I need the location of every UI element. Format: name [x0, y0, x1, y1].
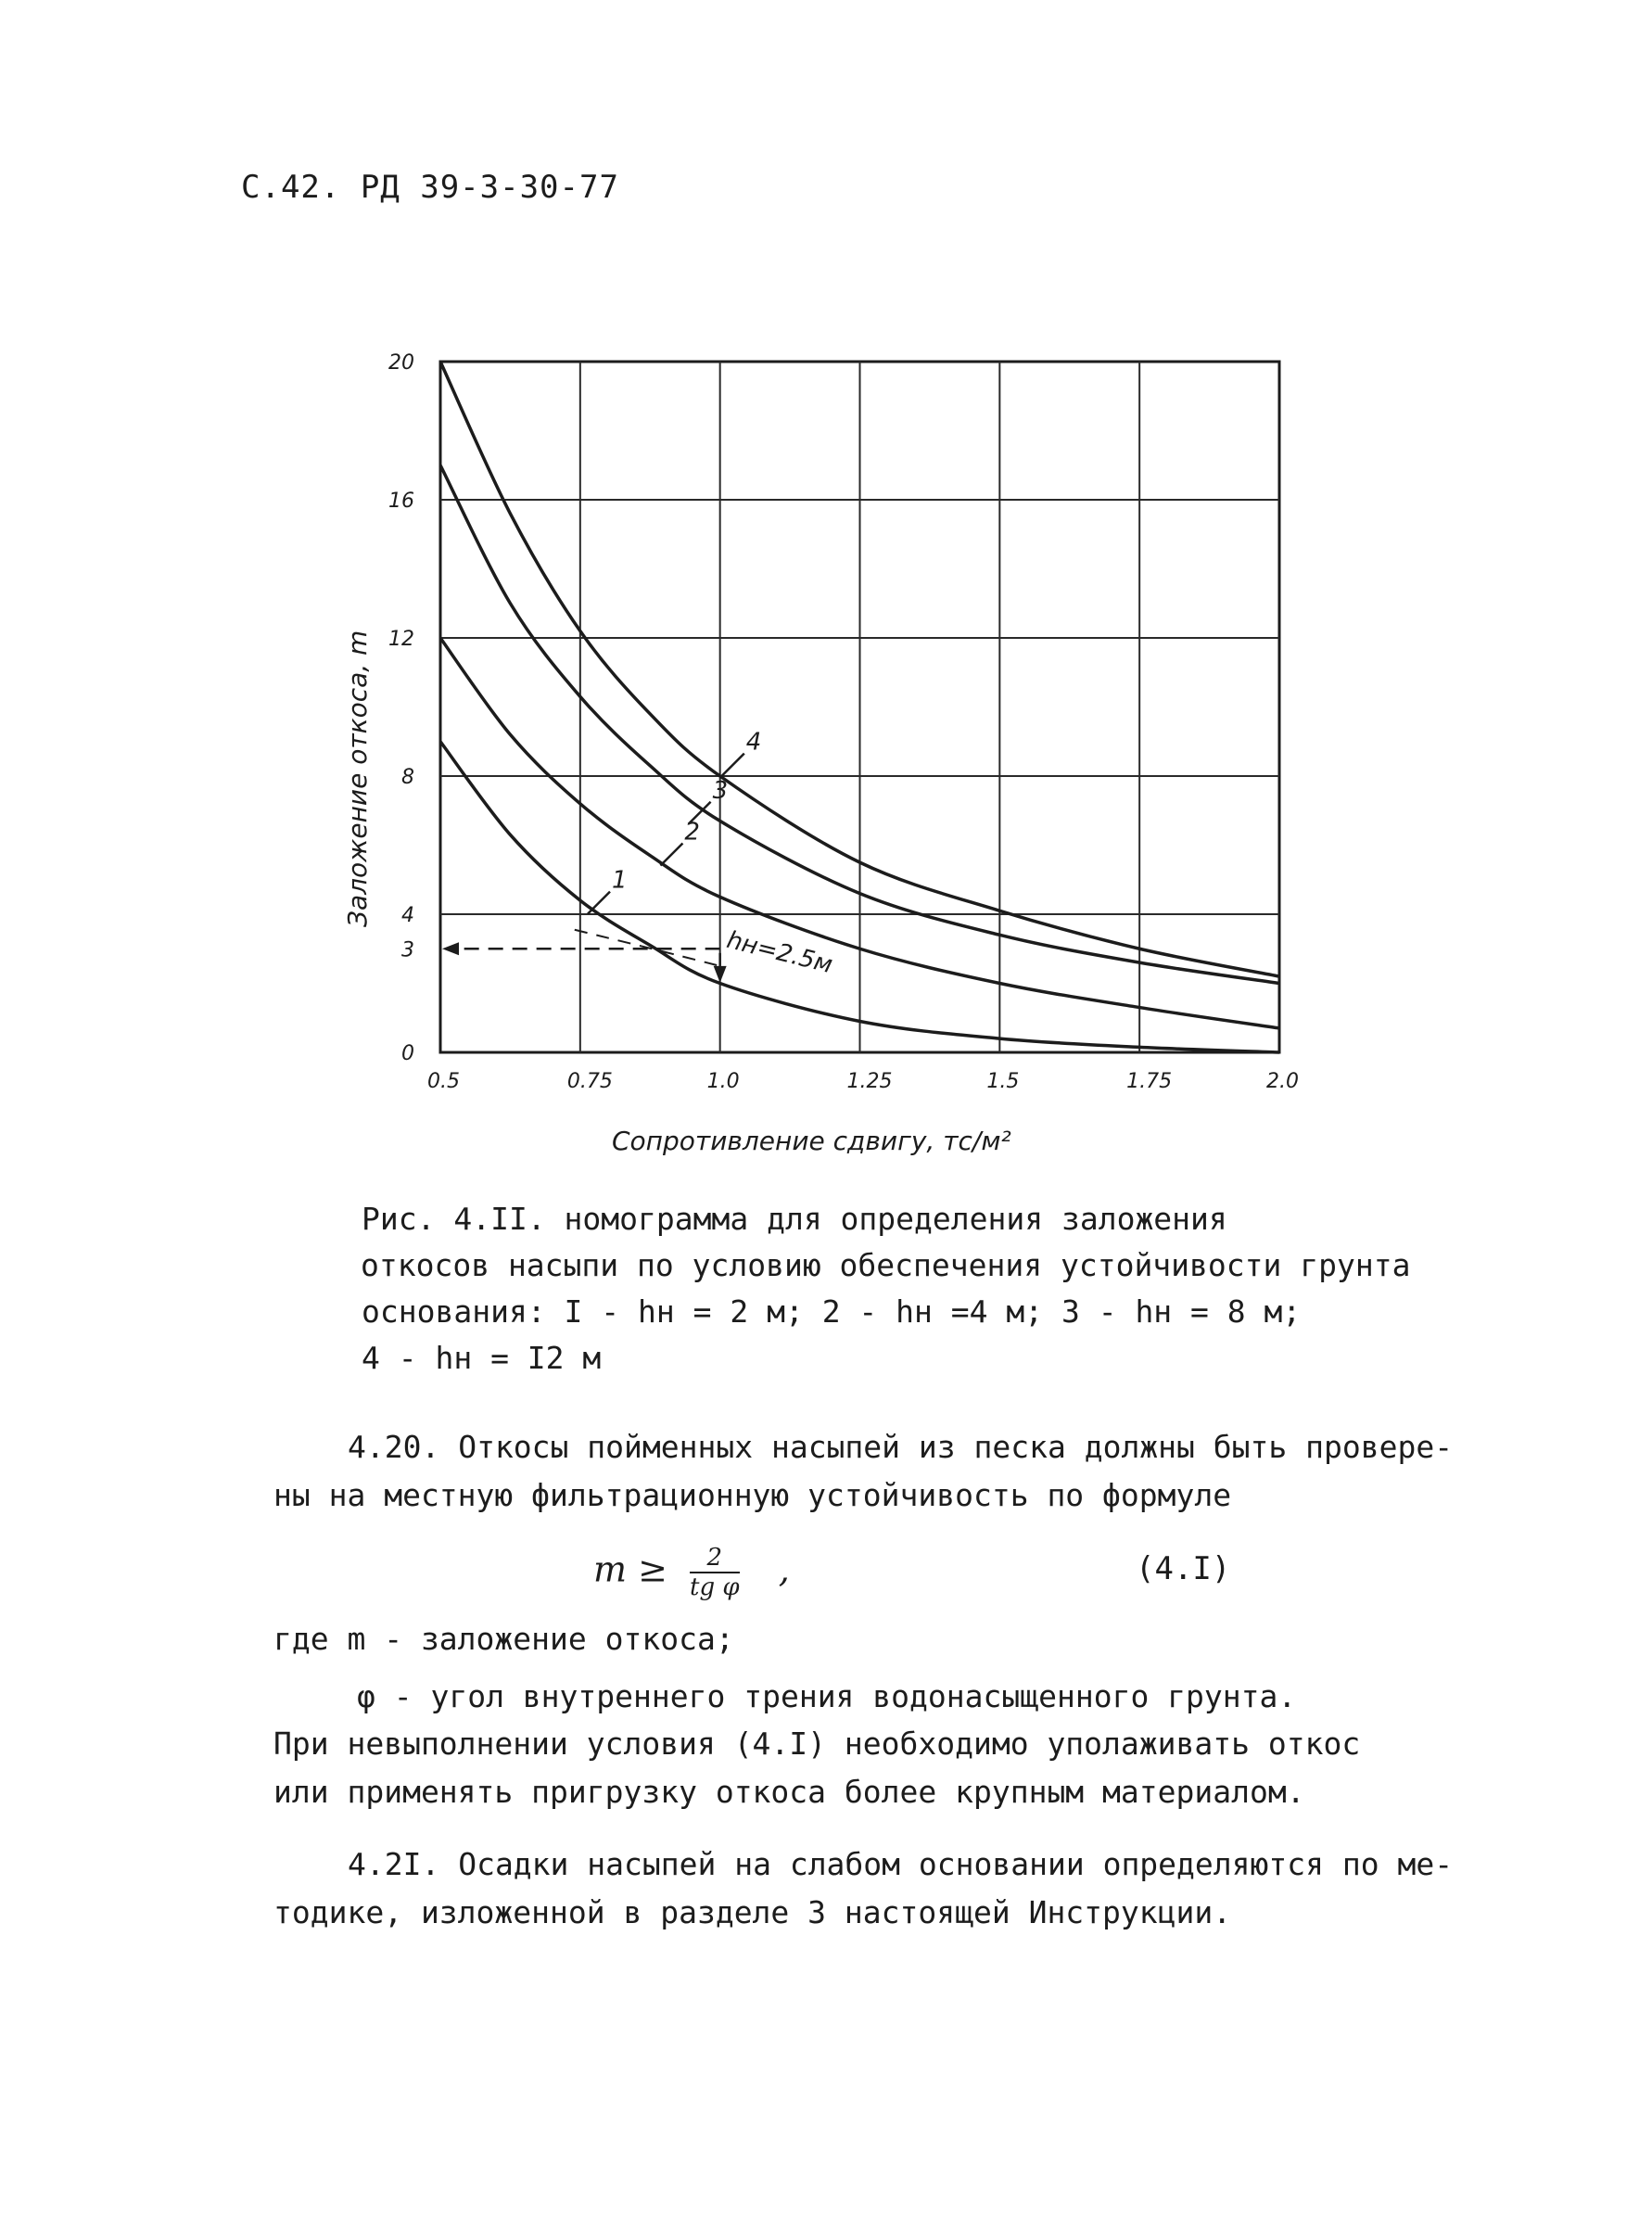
y-tick-label: 16 — [388, 490, 414, 513]
page-header: С.42. РД 39-3-30-77 — [241, 169, 619, 206]
formula-fraction — [690, 1544, 740, 1601]
paragraph-4-20 — [273, 1423, 1454, 1520]
x-tick-label: 0.75 — [566, 1070, 613, 1093]
y-tick-label: 3 — [401, 938, 414, 962]
formula-number: (4.I) — [1136, 1550, 1231, 1587]
paragraph-4-21 — [273, 1840, 1454, 1937]
curve-label-2: 2 — [684, 818, 700, 847]
caption-line-1: Рис. 4.II. номограмма для определения заложения — [362, 1201, 1227, 1237]
caption-line-4: 4 - hн = I2 м — [362, 1340, 602, 1376]
annotation-label: hн=2.5м — [723, 925, 836, 980]
x-tick-label: 1.75 — [1126, 1070, 1173, 1093]
y-tick-label: 4 — [401, 904, 414, 927]
readout-arrow — [442, 942, 459, 955]
x-axis-label: Сопротивление сдвигу, тс/м² — [612, 1126, 1011, 1156]
formula-tail: , — [778, 1548, 790, 1590]
paragraph-condition — [273, 1720, 1432, 1816]
formula-numerator: 2 — [690, 1544, 740, 1573]
y-tick-label: 0 — [401, 1042, 414, 1065]
curve-label-1: 1 — [612, 866, 628, 895]
formula-denominator: tg φ — [690, 1573, 740, 1601]
curve-leader-2 — [660, 844, 682, 866]
chart-ticks — [388, 351, 1299, 1093]
x-tick-label: 1.25 — [846, 1070, 893, 1093]
where-line-1: где m - заложение откоса; — [273, 1621, 734, 1657]
cond-line-1: При невыполнении условия (4.I) необходимо уполаживать откос — [273, 1726, 1361, 1762]
curve-leader-4 — [722, 754, 744, 776]
caption-line-2: откосов насыпи по условию обеспечения устойчивости грунта — [361, 1247, 1411, 1283]
nomogram-chart — [334, 334, 1316, 1168]
y-tick-label: 20 — [388, 351, 414, 375]
x-tick-label: 0.5 — [427, 1070, 460, 1093]
figure-caption — [362, 1196, 1437, 1382]
curve-label-3: 3 — [712, 776, 729, 805]
p421-line-1: 4.2I. Осадки насыпей на слабом основании определяются по ме- — [348, 1846, 1454, 1882]
y-tick-label: 12 — [388, 628, 414, 651]
where-line-2: φ - угол внутреннего трения водонасыщенного грунта. — [357, 1678, 1297, 1714]
caption-line-3: основания: I - hн = 2 м; 2 - hн =4 м; 3 - hн = 8 м; — [362, 1293, 1302, 1330]
x-tick-label: 1.0 — [706, 1070, 740, 1093]
p421-line-2: тодике, изложенной в разделе 3 настоящей Инструкции. — [273, 1894, 1232, 1930]
where-block — [273, 1615, 1432, 1721]
cond-line-2: или применять пригрузку откоса более крупным материалом. — [273, 1774, 1305, 1810]
curve-leader-1 — [588, 892, 610, 914]
formula-lhs: m ≥ — [593, 1548, 667, 1590]
p420-line-1: 4.20. Откосы пойменных насыпей из песка должны быть провере- — [348, 1429, 1454, 1465]
y-axis-label: Заложение откоса, m — [342, 630, 373, 927]
chart-annotation — [442, 926, 835, 983]
curve-label-4: 4 — [745, 728, 762, 757]
y-tick-label: 8 — [401, 766, 414, 789]
p420-line-2: ны на местную фильтрационную устойчивость по формуле — [273, 1477, 1232, 1513]
x-tick-label: 2.0 — [1266, 1070, 1299, 1093]
formula-4-1 — [593, 1544, 790, 1601]
x-tick-label: 1.5 — [986, 1070, 1020, 1093]
